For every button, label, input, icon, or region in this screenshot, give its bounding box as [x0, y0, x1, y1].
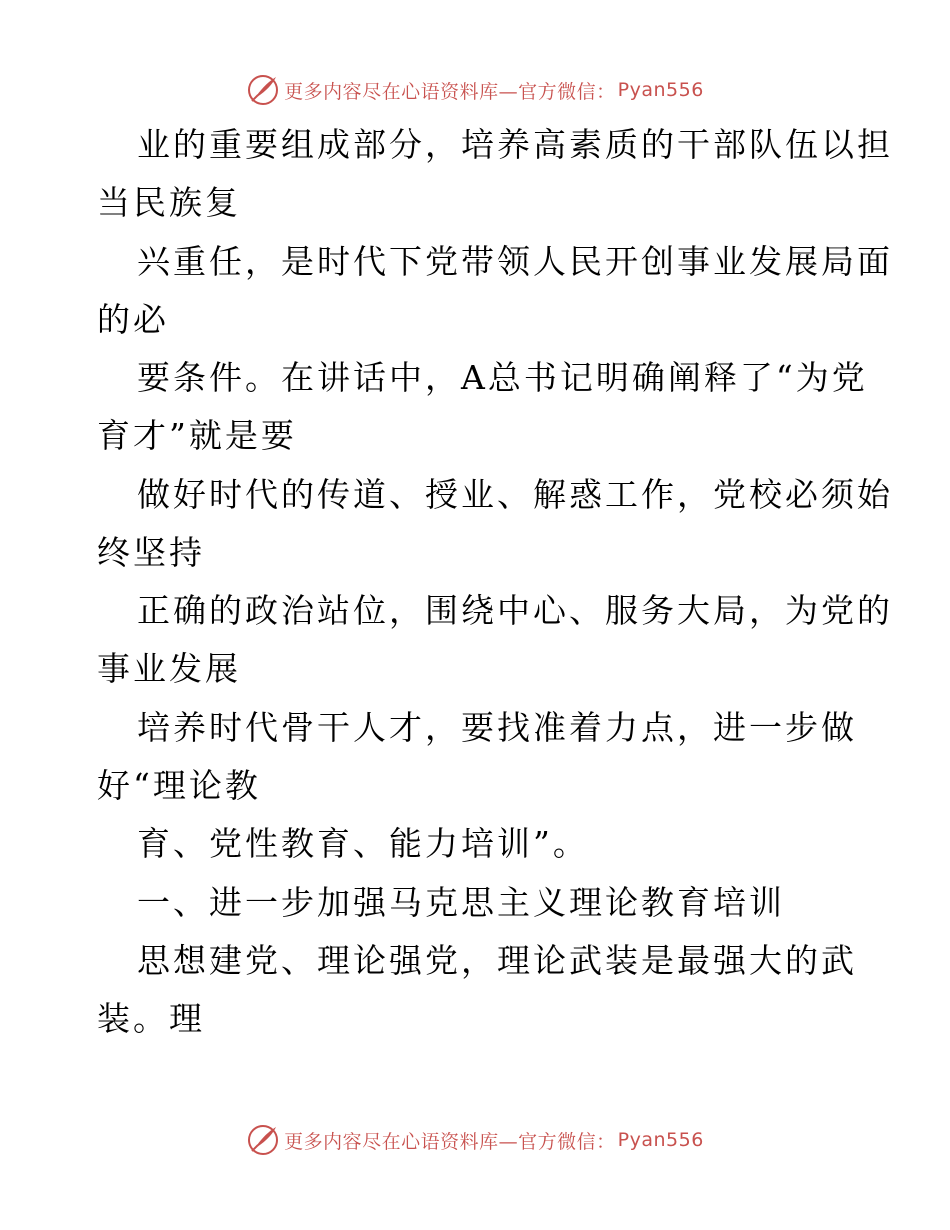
body-line: 终坚持 [97, 533, 205, 572]
body-line: 要条件。在讲话中，A总书记明确阐释了“为党 [137, 358, 868, 397]
watermark-text: 更多内容尽在心语资料库—官方微信： [284, 80, 616, 103]
body-line: 正确的政治站位，围绕中心、服务大局，为党的 [137, 591, 893, 630]
body-line: 好“理论教 [97, 766, 261, 805]
body-line: 的必 [97, 300, 169, 339]
body-line: 业的重要组成部分，培养高素质的干部队伍以担 [137, 125, 893, 164]
feather-pen-logo-icon [246, 73, 280, 107]
body-line: 培养时代骨干人才，要找准着力点，进一步做 [137, 708, 857, 747]
watermark-text: 更多内容尽在心语资料库—官方微信： [284, 1130, 616, 1153]
footer-watermark [0, 1120, 950, 1160]
body-line: 做好时代的传道、授业、解惑工作，党校必须始 [137, 475, 893, 514]
body-line: 兴重任，是时代下党带领人民开创事业发展局面 [137, 242, 893, 281]
feather-pen-logo-icon [246, 1123, 280, 1157]
watermark-id: Pyan556 [617, 79, 704, 101]
header-watermark [0, 70, 950, 110]
body-line: 育、党性教育、能力培训”。 [137, 824, 589, 863]
body-line: 育才”就是要 [97, 416, 297, 455]
body-line: 装。理 [97, 999, 205, 1038]
body-line: 事业发展 [97, 649, 241, 688]
section-heading: 一、进一步加强马克思主义理论教育培训 [137, 883, 785, 922]
watermark-id: Pyan556 [617, 1129, 704, 1151]
body-line: 当民族复 [97, 183, 241, 222]
body-line: 思想建党、理论强党，理论武装是最强大的武 [137, 941, 857, 980]
